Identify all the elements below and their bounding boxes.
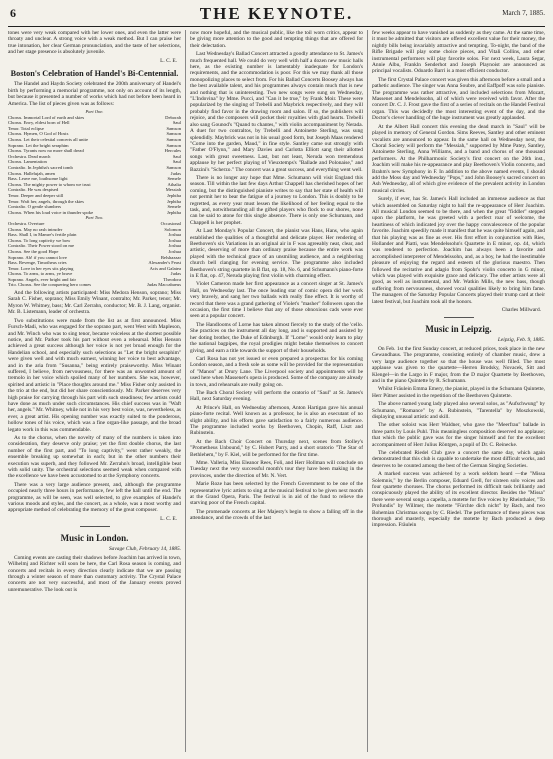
programme-piece: Chorus. May no rash intruder	[8, 226, 63, 232]
programme-source: Joshua	[168, 248, 181, 254]
column-2	[190, 30, 363, 752]
programme-piece: Soprano. Let the bright seraphim	[8, 142, 69, 148]
programme-source: Hercules	[164, 148, 181, 154]
programme-piece: Chorus. Lamentation	[8, 159, 47, 165]
programme-source: Samson	[166, 131, 181, 137]
paragraph: now more hopeful, and the musical public, like the toil worn critics, appear to be giving more attention to the good and tempting things that are offered for their delectation.	[190, 30, 363, 49]
programme-piece: Chorus. To arms, to arms, ye brave	[8, 271, 73, 277]
programme-piece: Chorus. The mighty power to whom we trust	[8, 181, 91, 187]
programme-source: Judas	[170, 170, 181, 176]
article-heading: Boston's Celebration of Handel's Bi-Centennial.	[10, 69, 179, 79]
paragraph: As to the chorus, when the novelty of many of the numbers is taken into consideration, they deserve only praise; yet the first double chorus, the last number of the first part, and "To long captivity," went rather weakly, the ensemble breaking up somewhat in each; but in the other numbers their execution was superb, and they followed Mr. Zerrahn's broad, intelligible beat with solid unity. The orchestral selections seemed weak when compared with the excellence we have been accustomed to at the Symphony concerts.	[8, 435, 181, 480]
programme-list	[8, 109, 181, 288]
programme-part-heading: Part One.	[85, 109, 104, 115]
programme-piece: Contralto. Their Power stood on me	[8, 243, 75, 249]
programme-piece: Chorus. Hymen, O God of Hosts	[8, 131, 69, 137]
programme-source: Semele	[167, 204, 181, 210]
programme-piece: Bass. Revenge, Timotheus cries	[8, 260, 67, 266]
separator	[444, 317, 474, 318]
programme-piece: Orchestra. Dead march	[8, 153, 51, 159]
signature: L. C. E.	[160, 57, 177, 64]
paragraph: Coming events are casting their shadows before Joachim has arrived in town, Wilhelmj and Richter will soon be here, the Carl Rosa season is coming, and concerts and recitals in every direction clearly indicate that we are passing through a winter season of more than customary activity. The Crystal Palace concerts are not very successful, and most of the January events proved unremunerative. The look out is	[8, 554, 181, 593]
programme-piece: Contralto. In Jephtha's sacred tomb	[8, 165, 73, 170]
programme-source: Samson	[166, 125, 181, 131]
programme-piece: Tenor. Deeper and deeper still	[8, 192, 64, 198]
paragraph: Mme. Valleria, Miss Eleanor Rees, Foli, and Herr Hollman will conclude on Tuesday next the very successful month's tour they have been making in the provinces, under the direction of Mr. N. Vert.	[190, 460, 363, 479]
programme-piece: Bass. Shall I, in Mamre's fertile plain	[8, 232, 77, 238]
paragraph: On Feb. 1st the first Sunday concert, at reduced prices, took place in the new Gewandhaus. The programme, consisting entirely of chamber music, drew a very large audience together so that the house was well filled. The most applause was given to the quartette—Herren Brodsky, Novacek, Sitt and Klengel—in the Largo in F major, from the D major Quartette by Beethoven, and in the piano Quintette by R. Schumann.	[372, 345, 545, 384]
paragraph: Surely, if ever, has St. James's Hall included an immense audience as that which assembled on Saturday night to hail the re-appearance of Herr Joachim. All musical London seemed to be there, and when the great "fiddler" stepped upon the platform, he was greeted with a perfect roar of welcome, the heartiness of which indicated joy over the happy convalescence of the popular favorite. Joachim speedily made it manifest that he was quite himself again, and that his playing was as fine as ever. His first effort in conjunction with Ries, Hollander and Piatti, was Mendelssohn's Quartette in E minor, op. 44, which was rendered to perfection. Joachim has always been a favorite and accomplished interpreter of Mendelssohn, and, as a boy, he had the inestimable pleasure of enjoying the regard and esteem of the glorious maestro. Then followed the recitative and adagio from Spohr's violin concerto in G minor, which was played with exquisite grace and delicacy. The other artists were all good, as well as instrumental, and Mr. Watkin Mills, the new bass, though suffering from nervousness, showed vocal qualities likely to bring him fame. The managers of the Saturday Popular Concerts played their trump card at their latest festival, but Joachim took all the honors.	[372, 196, 545, 305]
programme-source: Alexander's Feast	[148, 260, 181, 266]
paragraph: Marie Roze has been selected by the French Government to be one of the representative lyric artists to sing at the musical festival to be given next month at the Grand Opera, Paris. The festival is in aid of the fund to relieve the starving poor of the French capital.	[190, 481, 363, 507]
column-3	[372, 30, 545, 752]
paragraph: Violet Cameron made her first appearance as a concert singer at St. James's Hall, on Wednesday last. The once leading star of comic opera did her work very bravely, and sang her two ballads with really fine effect. It is worthy of record that there was a grand gathering of Violet's "masher" followers upon the occasion, the first time I believe that any of those obnoxious cads were ever seen at a popular concert.	[190, 281, 363, 320]
paragraph: few weeks appear to have vanished as suddenly as they came. At the same time, it must be admitted that visitors are offered excellent value for their money, the nightly bills being invariably attractive and tempting. To-night, the band of the Rifle Brigade will play some choice pieces, and Vitali Collins, and other instrumental performers will play favorite solos. For next week, Laura Segar, Annie Albu, Frankln Senderhot and Joseph Playnoist are announced as principal vocalists. Odoardo Barri is a most efficient conductor.	[372, 30, 545, 75]
programme-source: Jephtha	[166, 198, 181, 204]
separator	[80, 526, 110, 527]
programme-piece: Orchestra. Overture	[8, 220, 45, 226]
programme-source: Joshua	[168, 232, 181, 238]
programme-piece: Tenor. Love in her eyes sits playing	[8, 265, 74, 271]
paragraph: tones were very weak compared with her lower ones, and even the latter were throaty and unclear. A strong voice with a weak method. But I can praise her true intonation, her clear German pronunciation, and the taste of her selections, and her stage presence is absolutely juvenile.	[8, 30, 181, 56]
paragraph: At the Albert Hall concert this evening the dead march in "Saul" will be played in memory of General Gordon. Sims Reeves, Santley and other eminent vocalists are announced to appear. In the same hall on Wednesday next, the Choral Society will perform the "Messiah," supported by Mme Patey, Santley, Antoinette Sterling, Anna Williams, and a band and chorus of one thousand performers. At the Philharmonic Society's first concert on the 26th inst., Joachim will make his re-appearance and play Beethoven's Violin concerto, and Brahm's new Symphony in F. In addition to the above named events, I should add the Moss day and Wednesday "Pops," and John Boosey's sacred concert on Ash Wednesday, all of which give evidence of the prevalent activity in London musical circles.	[372, 123, 545, 194]
programme-source: Judas Maccabaeus	[146, 282, 181, 288]
programme-source: Occasional	[160, 220, 181, 226]
programme-part-one	[8, 115, 181, 216]
paragraph: The above named young lady played also several solos, as "Aufschwung" by Schumann, "Romance" by A. Rubinstein, "Tarentella" by Moszkowski, displaying unusual artistic and skill.	[372, 401, 545, 420]
programme-part-heading: Part Two.	[85, 215, 104, 221]
programme-source: Joshua	[168, 237, 181, 243]
programme-source: Acis and Galatea	[149, 265, 181, 271]
programme-source: Theodora	[163, 276, 181, 282]
paragraph: There was a very large audience present, and, although the programme occupied nearly three hours in performance, few left the hall until the end. The programme, as will be seen, was well selected, to give examples of Handel's various moods and styles, and the concert, as a whole, was a most worthy and appropriate method of celebrating the memory of the great composer.	[8, 481, 181, 514]
paragraph: The celebrated Riedel Club gave a concert the same day, which again demonstrated that this club is capable to undertake the most difficult works, and deserves to be counted among the best of the German Singing Societies.	[372, 449, 545, 469]
programme-piece: Chorus. To long captivity we bow	[8, 237, 71, 243]
programme-source: Saul	[172, 159, 181, 165]
programme-source: Samson	[166, 137, 181, 143]
paragraph: And the following artists participated: Miss Medora Henson, soprano; Miss Sarah C. Fisher, soprano; Miss Emily Winant, contralto; Mr. Parker, tenor; Mr. Myron W. Whitney, bass; Mr. Carl Zerrahn, conductor; Mr. B. J. Lang, organist. Mr. B. Listemann, leader of orchestra.	[8, 290, 181, 316]
programme-source: Athalia	[167, 181, 181, 187]
paragraph: At Last Monday's Popular Concert, the pianist was Hans, Hans, who again established the qualities of a thoughtful and delicate player. Her rendering of Beethoven's six Variations in an original air in F was agreeably neat, clear, and artistic, deserving of more than ordinary praise because the entire work was played with the technical grace of an unsmiling audience, and a neighboring church bell clanging for evening service. The programme also included Beethoven's string quartette in B flat, op. 18, No. 6, and Schumann's piano-forte in E flat, op. 47, Neruda playing first violin with charming effect.	[190, 228, 363, 280]
programme-piece: Contralto. He was despised	[8, 187, 59, 193]
column-1	[8, 30, 181, 752]
programme-source: Joshua	[168, 243, 181, 249]
paragraph: The first Crystal Palace concert was given this afternoon before a small and a pathetic audience. The singer was Anna Soubre, and Eaffpoff was solo pianiste. The programme was rather attractive, and included selections from Mozart, Massenet and Mendelssohn, all of which were received with favor. After the concert Dr. C. J. Frost gave the first of a series of recitals on the Handel Festival organ. This was decidedly the most interesting event of the day, and the Doctor's clever handling of the huge instrument was greatly applauded.	[372, 76, 545, 122]
page-number: 6	[10, 6, 16, 20]
paragraph: Two substitutions were made from the list as at first announced. Miss Fursch-Madi, who was engaged for the soprano part, went West with Mapleson, and Mr. Winch who was to sing tenor, became voiceless at the shortest possible notice, and Mr. Parker took his part without even a rehearsal. Miss Henson achieved a great success although her voice is not yet broad enough for the Handelian school, and especially such selections as "Let the bright seraphim" were given well and with much earnest, winning her voice to best advantage, and in the aria from "Susanna," being entirely praiseworthy. Miss Winant suffered, I believe, from nervousness, for there was an unwonted amount of tremolo in her voice which spoiled many of her numbers. She was, however, spirited and artistic in "Place thoughts around me." Miss Fisher only assisted in the trio at the end, but did her share conscientiously. Mr. Parker deserves very high praise for carrying through his part with such steadiness; few artists could have done as much under such circumstances. His chief success was in "Waft her, angels." Mr. Whitney, while not in his very best voice, was, nevertheless, as ever, a great artist. His opening number was exactly suited to the ponderous, hollow tones of his voice, which was a fine organ-like passage, and the broad legato work in this was commendable.	[8, 317, 181, 433]
paragraph: The Handel and Haydn Society celebrated the 200th anniversary of Handel's birth by performing a memorial programme, not only on account of its length, but because it presented a number of works which had not before been heard in America. The list of pieces given was as follows:	[8, 81, 181, 107]
programme-piece: Chorus. When his loud voice in thunder spoke	[8, 209, 94, 215]
paragraph: At the Bach Choir Concert on Thursday next, scenes from Stolley's "Prometheus Unbound," by C. Hubert Parry, and a short oratorio "The Star of Bethlehem," by F. Kiel, will be performed for the first time.	[190, 438, 363, 458]
programme-source: Solomon	[164, 226, 181, 232]
programme-piece: Chorus. Hallelujah, amen	[8, 170, 55, 176]
programme-piece: Trio. Chorus. See the conquering hero comes	[8, 282, 92, 288]
paragraph: At Prince's Hall, on Wednesday afternoon, Anton Hartigan gave his annual piano-forte recital. Well known as a professor, he is also an executant of no slight ability, and his efforts gave satisfaction to a fairly numerous audience. The programme included works by Beethoven, Chopin, Raff, Liszt and Rubinstein.	[190, 404, 363, 437]
paragraph: Carl Rosa has not yet issued or even prepared a prospectus for his coming London season, and a fresh sole as some will be provided for the representation of "Manon" at Drury Lane. The Liverpool society and appointments will be used here when Massenet's opera is produced. Some of the company are already in town, and rehearsals are really going on.	[190, 355, 363, 388]
signature: Charles Millward.	[501, 307, 541, 314]
article-heading: Music in London.	[60, 533, 129, 544]
programme-piece: Chorus. Let their celestial concerts all unite	[8, 137, 88, 143]
programme-source: Messiah	[165, 187, 181, 193]
programme-source: Deborah	[165, 114, 181, 120]
paragraph: The Bach Choral Society will perform the oratorio of "Saul" at St. James's Hall, next Saturday evening.	[190, 389, 363, 403]
paragraph: The Handlooms of Lorne has taken almost fiercely to the study of the 'cello. She practices on the instrument all day long, and is supported and assisted by her doting brother, the Duke of Edinburgh. If "Lorne" would only learn to play the national bagpipes, the royal prodigies might betake themselves to concert giving, and earn a title towards the support of their households.	[190, 321, 363, 354]
issue-date: March 7, 1885.	[502, 9, 545, 17]
programme-piece: Contralto. O gentle slumbers	[8, 204, 62, 210]
paragraph: Last Wednesday's Ballad Concert attracted a goodly attendance to St. James's much frequented hall. We could do very well with half a dozen new music halls here, as the existing number is lamentably inadequate for London's requirements, and the accommodation is poor. For this we may thank all those monopolizing places to select from. For his Ballad Concerts Boosey always has the best available talent, and his programmes always contain much that is new and nothing that is uninteresting. Two new songs were sung on Wednesday, "L'Indovina" by Mme. Pucci, and "Can it be true," by Frank Moir. These were popularized by the singing of Trebelli and Maybrick respectively, and they will probably find favor in the drawing room and salon. If so, the publishers will rejoice, and the composers will pocket their royalties with glad hearts. Trebelli also sang Gounod's "Quand tu chantes," with violin accompaniment by Nerada. A duet for two contraltos, by Trebelli and Antoinette Sterling, was sung splendidly. Maybrick was not in his usual good form, but Joseph Maas rendered "Come into the garden, Maud," in fine style. Santley came out strongly with "Father O'Flynn," and Mary Davies and Carlotta Elliott sang their allotted songs with great sweetness. Last, but not least, Neruda won tremendous applause by her perfect playing of Vieuxtemps's "Ballade and Polonaise," and Bazzini's "Scherzo." The concert was a great success, and everything went well.	[190, 51, 363, 173]
programme-source: Judas	[170, 271, 181, 277]
paragraph: The promenade concerts at Her Majesty's begin to show a falling off in the attendance, and the crowds of the last	[190, 508, 363, 522]
article-heading: Music in Leipzig.	[425, 324, 492, 335]
masthead	[8, 4, 545, 27]
paragraph: The other soloist was Herr Waldner, who gave the "Meerfrau" ballade in three parts by Louis Puhl. This meaningless composition deserved no applause; that which the public gave was for the singer himself and for the excellent accompaniment of Herr Julius Röntgen, a pupil of Dr. C. Reinecke.	[372, 422, 545, 448]
programme-source: Semele	[167, 176, 181, 182]
programme-piece: Chorus. Immortal Lord of earth and skies	[8, 114, 85, 120]
programme-piece: Soprano. Angels, ever bright and fair	[8, 276, 76, 282]
programme-piece: Bass. Leave me, loathsome light	[8, 176, 68, 182]
programme-piece: Tenor. Waft her, angels, through the skies	[8, 198, 84, 204]
newspaper-title: THE KEYNOTE.	[199, 4, 354, 23]
programme-piece: Chorus. Tyrants now no more shall dread	[8, 148, 84, 154]
dateline: Savage Club, February 14, 1885.	[108, 546, 181, 553]
paragraph: There is no longer any hope that Mme. Schumann will visit England this season. Till within the last few days Arthur Chappell has cherished hopes of her coming, but the distinguished pianiste writes to say that her state of health will not permit her to bear the fatigue of a journey to London. This is doubly to be regretted, as every year must lessen the likelihood of her feeling equal to the task, and, notwithstanding all the gifted players who flock to our shores, none can be said to atone for this single absence. There is only one Schumann, and Chappell is her prophet.	[190, 174, 363, 226]
programme-piece: Chorus. Envy, eldest born of Hell	[8, 120, 70, 126]
programme-source: Saul	[172, 153, 181, 159]
programme-piece: Soprano. Ah! if you cannot love	[8, 254, 67, 260]
programme-source: Samson	[166, 165, 181, 170]
programme-part-two	[8, 221, 181, 288]
programme-piece: Chorus. See the good Hope	[8, 248, 59, 254]
programme-item	[8, 282, 181, 288]
programme-source: Jephtha	[166, 192, 181, 198]
programme-piece: Tenor. Total eclipse	[8, 125, 44, 131]
paragraph: A marked success was achieved by a work seldom heard —the "Missa Solemnis," by the Berlin composer, Eduard Grell, for sixteen solo voices and four quartette choruses. The chorus performed its difficult task brilliantly and conspicuously played the ability of its excellent director. Besides the "Missa" there were several songs a capella, a motette for five voices by Rheinthaler, "To Profundis" by Willmer, the motette "Fürchte dich nicht" by Bach, and two Bohemian Christmas songs by C. Riedel. The performance of these pieces was thorough and masterly, especially the motette by Bach produced a deep impression. Fräulein	[372, 471, 545, 529]
signature: L. C. E.	[160, 515, 177, 522]
column-rule	[367, 30, 368, 752]
programme-source: Saul	[172, 120, 181, 126]
dateline: Leipzig, Feb. 9, 1885.	[497, 337, 545, 344]
programme-source: Belshazzar	[160, 254, 181, 260]
programme-source: Jephtha	[166, 209, 181, 215]
column-rule	[185, 30, 186, 752]
paragraph: Whilst Fräulein Emma Emery, the pianist, played in the Schumann Quintette, Herr Pütner assisted in the repetition of the Beethoven Quintette.	[372, 386, 545, 399]
programme-source: Samson	[166, 142, 181, 148]
